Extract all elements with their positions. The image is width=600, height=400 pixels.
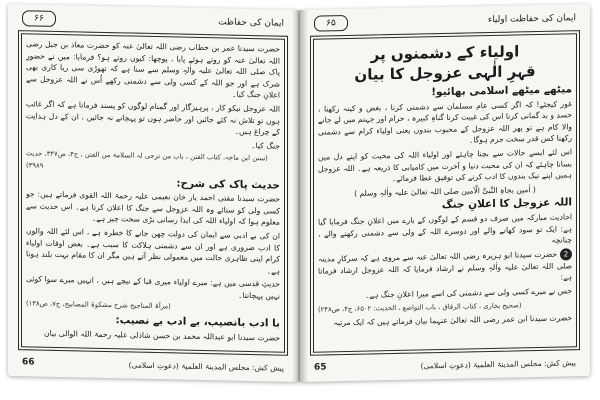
right-closing-line: حضرت سیدنا ابن عمر رضی اللہ تعالیٰ عنہما بیان فرماتے ہیں کہ ایک مرتبہ — [333, 313, 572, 328]
right-paragraph-2: اس لئے ایسے حالات سے بچنا چاہئے اور اولیاء اللہ کی محبت کو اپنے دل میں بسانا چاہئے کہ ان کی محبت دنیا و آخرت میں کامیابی کا ذریعہ ہے۔ اللہ عزوجل ہمیں اپنے نیک بندوں کا ادب کرنے کی توفیق عطا فرمائے۔ — [318, 147, 572, 184]
right-paragraph-1: غور کیجئے! کہ اگر کسی عام مسلمان سے دشمنی کرنا ، بغض و کینہ رکھنا ، حسد و بد گمانی کرنا اس کی غیبت کرنا گناہِ کبیرہ ، حرام اور جہنم میں لے جانے والا کام ہے تو پھر اللہ عزوجل کے محبوب بندوں یعنی اولیاء کرام سے دشمنی رکھنا کس قدر سخت جرم ہوگا۔ — [318, 98, 572, 145]
chapter-title-line-2: قہرِ الٰہی عزوجل کا بیان — [354, 62, 536, 84]
dua-line: ( اٰمین بجاہِ النَّبیِّ الْاَمین صلی اللہ تعالیٰ علیہ واٰلہٖ وسلم ) — [354, 184, 536, 198]
left-running-title: ایمان کی حفاظت — [218, 17, 284, 29]
left-closing-line: حضرت سیدنا ابو عبداللہ محمد بن حسن شاذلی علیہ رحمۃ اللہ الوالی بیان — [44, 328, 280, 343]
left-citation-1: (سنن ابن ماجہ، کتاب الفتن ، باب من ترجی لہ السلامۃ من الفتن ، ج۴، ص۳۴۷، حدیث ۳۹۸۹) — [26, 149, 268, 170]
right-page-content — [318, 38, 572, 349]
left-paragraph-2: اللہ عزوجل نیکو کار ، پرہیزگار اور گمنام لوگوں کو پسند فرماتا ہے کہ اگر غائب ہوں تو تلاش نہ کئے جائیں اور حاضر ہوں تو پہچانے نہ جائیں ، ان کے دل ہدایت کے چراغ ہیں۔ — [26, 99, 280, 137]
right-footer-page-number: 65 — [314, 362, 327, 373]
chapter-title — [318, 40, 572, 85]
left-section-heading: حدیث پاک کی شرح: — [176, 176, 280, 192]
left-running-head — [22, 10, 284, 31]
left-commentary-1: حضرت سیدنا مفتی احمد یار خان نعیمی علیہ رحمۃ اللہ القوی فرماتے ہیں: جو کسی ولی کو ستائے وہ اللہ عزوجل سے جنگ کا اعلان کرتا ہے۔ اس حدیث سے معلوم ہوا کہ اولیاء اللہ کی ایذا رسانی بڑی سخت چیز ہے۔ — [26, 189, 280, 227]
right-page — [300, 4, 590, 382]
left-footer — [22, 354, 284, 375]
open-book — [8, 10, 592, 390]
right-body-3: جس نے میرے کسی ولی سے دشمنی کی اسے میرا اعلانِ جنگ ہے۔ — [365, 286, 572, 300]
left-commentary-2: ان کی بے ادبی سے ایمان کی دولت چھن جانے کا خطرہ ہے ، اس لئے اللہ والوں کا ادب ضروری ہے اور ان سے دشمنی ہلاکت کا سبب ہے۔ بعض اوقات اولیاء کرام اپنی ظاہری حالت میں معمولی نظر آتے ہیں مگر ان کا مقام بہت بلند ہوتا ہے۔ — [26, 226, 280, 276]
hadith-number-badge: 2 — [560, 248, 572, 260]
left-page-content — [26, 38, 280, 349]
right-section-heading: اللہ عزوجل کا اعلانِ جنگ — [441, 196, 572, 212]
right-body-1: احادیث مبارکہ میں صرف دو قسم کے لوگوں کے بارے میں اعلانِ جنگ فرمایا گیا ہے: ایک تو سود کھانے والے اور دوسرے اللہ کے ولی سے دشمنی رکھنے والے ، چنانچہ — [318, 212, 572, 245]
right-body-2-text: حضرت سیدنا ابو ہریرہ رضی اللہ تعالیٰ عنہ سے مروی ہے کہ سرکارِ مدینہ صلی اللہ تعالیٰ علیہ واٰلہٖ وسلم نے ارشاد فرمایا کہ اللہ عزوجل ارشاد فرماتا ہے: — [318, 249, 572, 282]
left-paragraph-1: حضرت سیدنا عمر بن خطاب رضی اللہ تعالیٰ عنہ کو حضرت معاذ بن جبل رضی اللہ تعالیٰ عنہ کو روتے ہوئے پایا ، پوچھا: کیوں روتے ہو؟ فرمایا: میں نے حضورِ پاک صلی اللہ تعالیٰ علیہ واٰلہٖ وسلم سے سنا ہے کہ تھوڑی سی ریا کاری بھی شرک ہے اور جو اللہ کے کسی ولی سے دشمنی رکھے اُس نے اللہ عزوجل سے اعلانِ جنگ کیا۔ — [26, 39, 280, 100]
right-body-2 — [318, 248, 572, 289]
left-footer-publisher: پیش کش: مجلس المدینۃ العلمیۃ (دعوتِ اسلامی) — [128, 359, 284, 373]
right-footer — [314, 354, 576, 375]
chapter-title-line-1: اولیاء کے دشمنوں پر — [370, 42, 520, 64]
right-running-head — [314, 10, 576, 31]
right-citation: (صحیح بخاری ، کتاب الرقاق ، باب التواضع ، الحدیث: ۶۵۰۲، ج۴، ص۲۴۸) — [318, 300, 522, 314]
left-header-page-number: ۶۶ — [22, 10, 56, 27]
left-citation-2: (مرآۃ المناجیح شرح مشکوۃ المصابیح، ج۷، ص۱۳۸) — [26, 299, 171, 311]
right-header-page-number: ۶۵ — [314, 15, 348, 32]
left-paragraph-3: جنگ کیا۔ — [251, 140, 280, 151]
left-section-heading-2: با ادب بانصیب، بے ادب بے نصیب: — [115, 314, 280, 330]
right-footer-publisher: پیش کش: مجلس المدینۃ العلمیۃ (دعوتِ اسلامی) — [420, 357, 576, 370]
left-page — [8, 4, 298, 382]
greeting-heading: میٹھے میٹھے اسلامی بھائیو! — [431, 83, 572, 99]
left-commentary-3: حدیثِ قدسی میں ہے: میرے اولیاء میری قبا کے نیچے ہیں ، انہیں میرے سوا کوئی نہیں پہچانتا۔ — [26, 274, 280, 301]
left-footer-page-number: 66 — [22, 357, 35, 368]
right-running-title: ایمان کی حفاظت اولیاء — [487, 13, 576, 26]
